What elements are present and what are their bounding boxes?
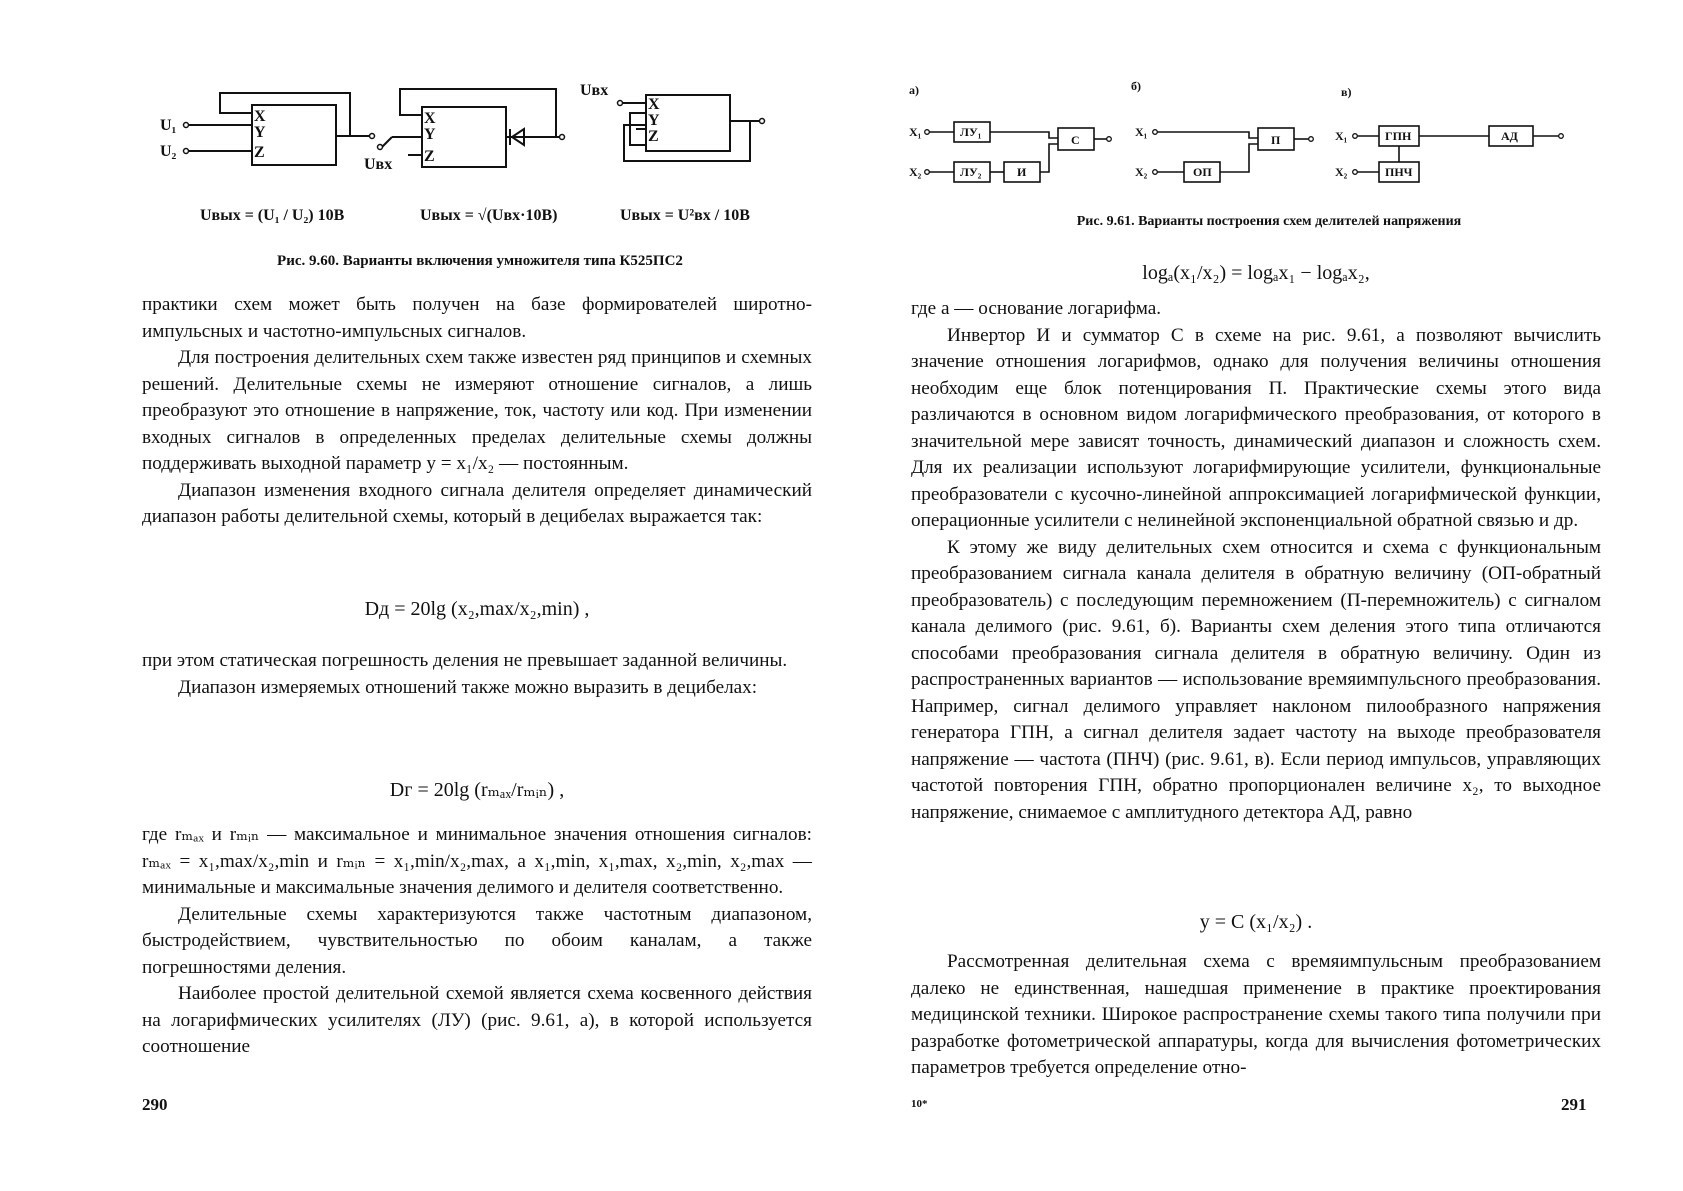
equation-2: Uвых = √(Uвх·10B) [420,207,558,224]
pin-y-1: Y [254,124,266,141]
block-gpn: ГПН [1385,129,1412,143]
block-lu1: ЛУ₁ [960,125,982,139]
paragraph: Диапазон измеряемых отношений также можно выразить в децибелах: [178,676,758,698]
paragraph: при этом статическая погрешность деления не превышает заданной величины. [142,650,788,671]
pin-z-3: Z [648,128,659,145]
block-p: П [1271,133,1281,147]
paragraph: К этому же виду делительных схем относится и схема с функциональным преобразованием сигнала канала делителя в обратную величину (ОП-обратный преобразователь) с последующим перемножением (П-перемножитель) с сигналом канала делимого (рис. 9.61, б). Варианты схем деления этого типа отличаются способами преобразования сигнала делителя в обратную величину. Один из распространенных вариантов — использование времяимпульсного преобразования. Например, сигнал делимого управляет наклоном пилообразного напряжения генератора ГПН, а сигнал делителя задает частоту на выходе преобразователя напряжение — частота (ПНЧ) (рис. 9.61, в). Если период импульсов, управляющих частотой повторения ГПН, обратно пропорционален величине x₂, то выходное напряжение, снимаемое с амплитудного детектора АД, равно [911,536,1601,823]
pin-y-2: Y [424,126,436,143]
formula-y: y = C (x₁/x₂) . [1199,911,1313,933]
label-x1-a: X₁ [909,125,922,139]
label-x1-v: X₁ [1335,129,1348,143]
figure-9-61-caption: Рис. 9.61. Варианты построения схем делителей напряжения [1076,214,1462,229]
label-v: в) [1341,85,1352,99]
label-u1: U₁ [160,117,177,134]
equation-1: Uвых = (U₁ / U₂) 10B [200,207,345,224]
paragraph: где rₘₐₓ и rₘᵢₙ — максимальное и минимальное значения отношения сигналов: rₘₐₓ = x₁,max/x₂,min и rₘᵢₙ = x₁,min/x₂,max, а x₁,min, x₁,max, x₂,min, x₂,max — минимальные и максимальные значения делимого и делителя соответственно. [142,824,812,898]
label-uvx-2: Uвх [364,156,393,173]
figure-9-60 [160,82,800,245]
formula-dynamic-range: Dд = 20lg (x₂,max/x₂,min) , [364,598,590,620]
pin-x-1: X [254,108,266,125]
label-x2-v: X₂ [1335,165,1348,179]
signature-mark: 10* [911,1098,928,1110]
pin-y-3: Y [648,112,660,129]
block-summator: С [1071,133,1080,147]
paragraph: Диапазон изменения входного сигнала делителя определяет динамический диапазон работы делительной схемы, который в децибелах выражается так: [142,479,812,527]
block-op: ОП [1193,165,1212,179]
right-page [841,0,1683,1191]
label-uvx-3: Uвх [580,82,609,99]
left-body-2 [142,648,812,701]
left-body-1 [142,292,812,531]
formula-ratio-range: Dг = 20lg (rₘₐₓ/rₘᵢₙ) , [389,779,565,801]
figure-9-61 [909,79,1629,192]
paragraph: где а — основание логарифма. [911,298,1162,319]
block-lu2: ЛУ₂ [960,165,982,179]
pin-x-2: X [424,110,436,127]
right-body-1 [911,296,1601,826]
left-page [0,0,841,1191]
block-pnch: ПНЧ [1385,165,1413,179]
label-a: а) [909,83,919,97]
paragraph: Для построения делительных схем также известен ряд принципов и схемных решений. Делительные схемы не измеряют отношение сигналов, а лишь преобразуют это отношение в напряжение, ток, частоту или код. При изменении входных сигналов в определенных пределах делительные схемы должны поддерживать выходной параметр y = x₁/x₂ — постоянным. [142,347,812,474]
figure-9-60-caption: Рис. 9.60. Варианты включения умножителя типа К525ПС2 [277,253,683,269]
formula-log: logₐ(x₁/x₂) = logₐx₁ − logₐx₂, [1142,262,1370,284]
label-x1-b: X₁ [1135,125,1148,139]
paragraph: Делительные схемы характеризуются также частотным диапазоном, быстродействием, чувствительностью по обоим каналам, а также погрешностями деления. [142,903,812,978]
paragraph: практики схем может быть получен на базе формирователей широтно-импульсных и частотно-импульсных сигналов. [142,294,812,342]
figure-9-60-diagram [160,82,800,245]
paragraph: Инвертор И и сумматор С в схеме на рис. 9.61, а позволяют вычислить значение отношения логарифмов, однако для получения величины отношения необходим еще блок потенцирования П. Практические схемы этого вида различаются в основном видом логарифмического преобразования, от которого в значительной мере зависят точность, динамический диапазон и сложность схем. Для их реализации используют логарифмирующие усилители, функциональные преобразователи с кусочно-линейной аппроксимацией логарифмической функции, операционные усилители с нелинейной экспоненциальной обратной связью и др. [911,324,1601,531]
page-number-left: 290 [142,1095,168,1114]
left-body-3 [142,822,812,1061]
equation-3: Uвых = U²вх / 10B [620,207,750,224]
page-number-right: 291 [1561,1095,1587,1114]
label-x2-b: X₂ [1135,165,1148,179]
label-u2: U₂ [160,143,177,160]
label-x2-a: X₂ [909,165,922,179]
pin-z-2: Z [424,148,435,165]
figure-9-61-diagram [909,79,1629,192]
block-inverter: И [1017,165,1027,179]
right-body-2 [911,949,1601,1082]
paragraph: Рассмотренная делительная схема с времяимпульсным преобразованием далеко не единственная, нашедшая применение в практике проектирования медицинской техники. Широкое распространение схемы такого типа получили при разработке фотометрической аппаратуры, когда для вычисления фотометрических параметров требуется определение отно- [911,951,1601,1078]
pin-z-1: Z [254,144,265,161]
block-ad: АД [1501,129,1518,143]
paragraph: Наиболее простой делительной схемой является схема косвенного действия на логарифмических усилителях (ЛУ) (рис. 9.61, а), в которой используется соотношение [142,983,812,1057]
pin-x-3: X [648,96,660,113]
label-b: б) [1131,79,1141,93]
